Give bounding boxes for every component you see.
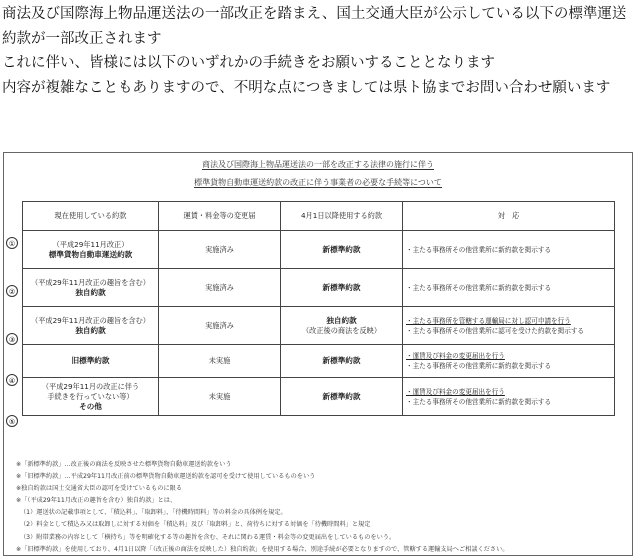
- intro-text: [2, 2, 638, 100]
- action-cell: ・主たる事務所その他営業所に新約款を掲示する: [403, 231, 615, 269]
- new-terms-cell: 新標準約款: [281, 345, 403, 378]
- footnote: （1）運送状の記載事項として、「積込料」、「取卸料」、「待機時間料」等の料金の具体例を規定。: [20, 509, 287, 517]
- action-cell: ・運賃及び料金の変更届出を行う ・主たる事務所その他営業所に新約款を掲示する: [403, 378, 615, 416]
- footnote: ※独自約款は国土交通省大臣の認可を受けているものに限る: [16, 485, 183, 493]
- current-terms-cell: （平成29年11月改正の趣旨を含む） 独自約款: [23, 307, 159, 345]
- procedure-table: [22, 201, 615, 416]
- table-row: [23, 231, 615, 269]
- table-row: [23, 307, 615, 345]
- header-action: 対 応: [403, 202, 615, 231]
- new-terms-cell: 独自約款 （改正後の商法を反映）: [281, 307, 403, 345]
- new-terms-cell: 新標準約款: [281, 269, 403, 307]
- fee-cell: 実施済み: [159, 231, 281, 269]
- row-mark-3: ③: [6, 333, 18, 345]
- header-current-terms: 現在使用している約款: [23, 202, 159, 231]
- table-row: [23, 269, 615, 307]
- header-new-terms: 4月1日以降使用する約款: [281, 202, 403, 231]
- row-mark-4: ④: [6, 374, 18, 386]
- procedure-figure: [3, 152, 633, 556]
- row-mark-1: ①: [6, 237, 18, 249]
- intro-line-3: 内容が複雑なこともありますので、不明な点につきましては県ト協までお問い合わせ願います: [2, 79, 611, 96]
- fee-cell: 未実施: [159, 345, 281, 378]
- current-terms-cell: （平成29年11月改正の趣旨を含む） 独自約款: [23, 269, 159, 307]
- table-row: [23, 345, 615, 378]
- footnote: ※「（平成29年11月改正の趣旨を含む）独自約款」とは、: [16, 497, 177, 505]
- current-terms-cell: 旧標準約款: [23, 345, 159, 378]
- footnote: ※「新標準約款」…改正後の商法を反映させた標準貨物自動車運送約款をいう: [16, 461, 232, 468]
- fee-cell: 実施済み: [159, 307, 281, 345]
- action-cell: ・主たる事務所その他営業所に新約款を掲示する: [403, 269, 615, 307]
- new-terms-cell: 新標準約款: [281, 378, 403, 416]
- new-terms-cell: 新標準約款: [281, 231, 403, 269]
- fee-cell: 未実施: [159, 378, 281, 416]
- footnote: ※「旧標準約款」を使用しており、4月1日以降「（改正後の商法を反映した）独自約款」を使用する場合、別途手続が必要となりますので、管轄する運輸支局へご相談ください。: [16, 545, 509, 553]
- figure-title-2: 標準貨物自動車運送約款の改正に伴う事業者の必要な手続等について: [194, 178, 442, 187]
- fee-cell: 実施済み: [159, 269, 281, 307]
- row-mark-5: ⑤: [6, 415, 18, 427]
- footnotes: [16, 459, 616, 556]
- current-terms-cell: （平成29年11月の改正に伴う 手続きを行っていない等） その他: [23, 378, 159, 416]
- footnote: （3）附帯業務の内容として「横持ち」等を明確化する等の趣旨を含む、それに関わる運賃・料金等の変更届出をしているものをいう。: [20, 533, 396, 541]
- header-fee-change: 運賃・料金等の変更届: [159, 202, 281, 231]
- footnote: （2）料金として積込み又は取卸しに対する対価を「積込料」及び「取卸料」と、荷待ちに対する対価を「待機時間料」と規定: [20, 521, 371, 529]
- footnote: ※「旧標準約款」…平成29年11月改正前の標準貨物自動車運送約款を認可を受けて使用しているものをいう: [16, 473, 316, 481]
- table-header: [23, 202, 615, 231]
- current-terms-cell: （平成29年11月改正） 標準貨物自動車運送約款: [23, 231, 159, 269]
- action-cell: ・主たる事務所を管轄する運輸局に対し認可申請を行う ・主たる事務所その他営業所に認可を受けた約款を掲示する: [403, 307, 615, 345]
- intro-line-2: これに伴い、皆様には以下のいずれかの手続きをお願いすることとなります: [2, 55, 495, 71]
- table-row: [23, 378, 615, 416]
- figure-title-1: 商法及び国際海上物品運送法の一部を改正する法律の施行に伴う: [202, 160, 434, 169]
- action-cell: ・運賃及び料金の変更届出を行う ・主たる事務所その他営業所に新約款を掲示する: [403, 345, 615, 378]
- intro-line-1: 商法及び国際海上物品運送法の一部改正を踏まえ、国土交通大臣が公示している以下の標準運送約款が一部改正されます: [2, 6, 627, 47]
- row-mark-2: ②: [6, 285, 18, 297]
